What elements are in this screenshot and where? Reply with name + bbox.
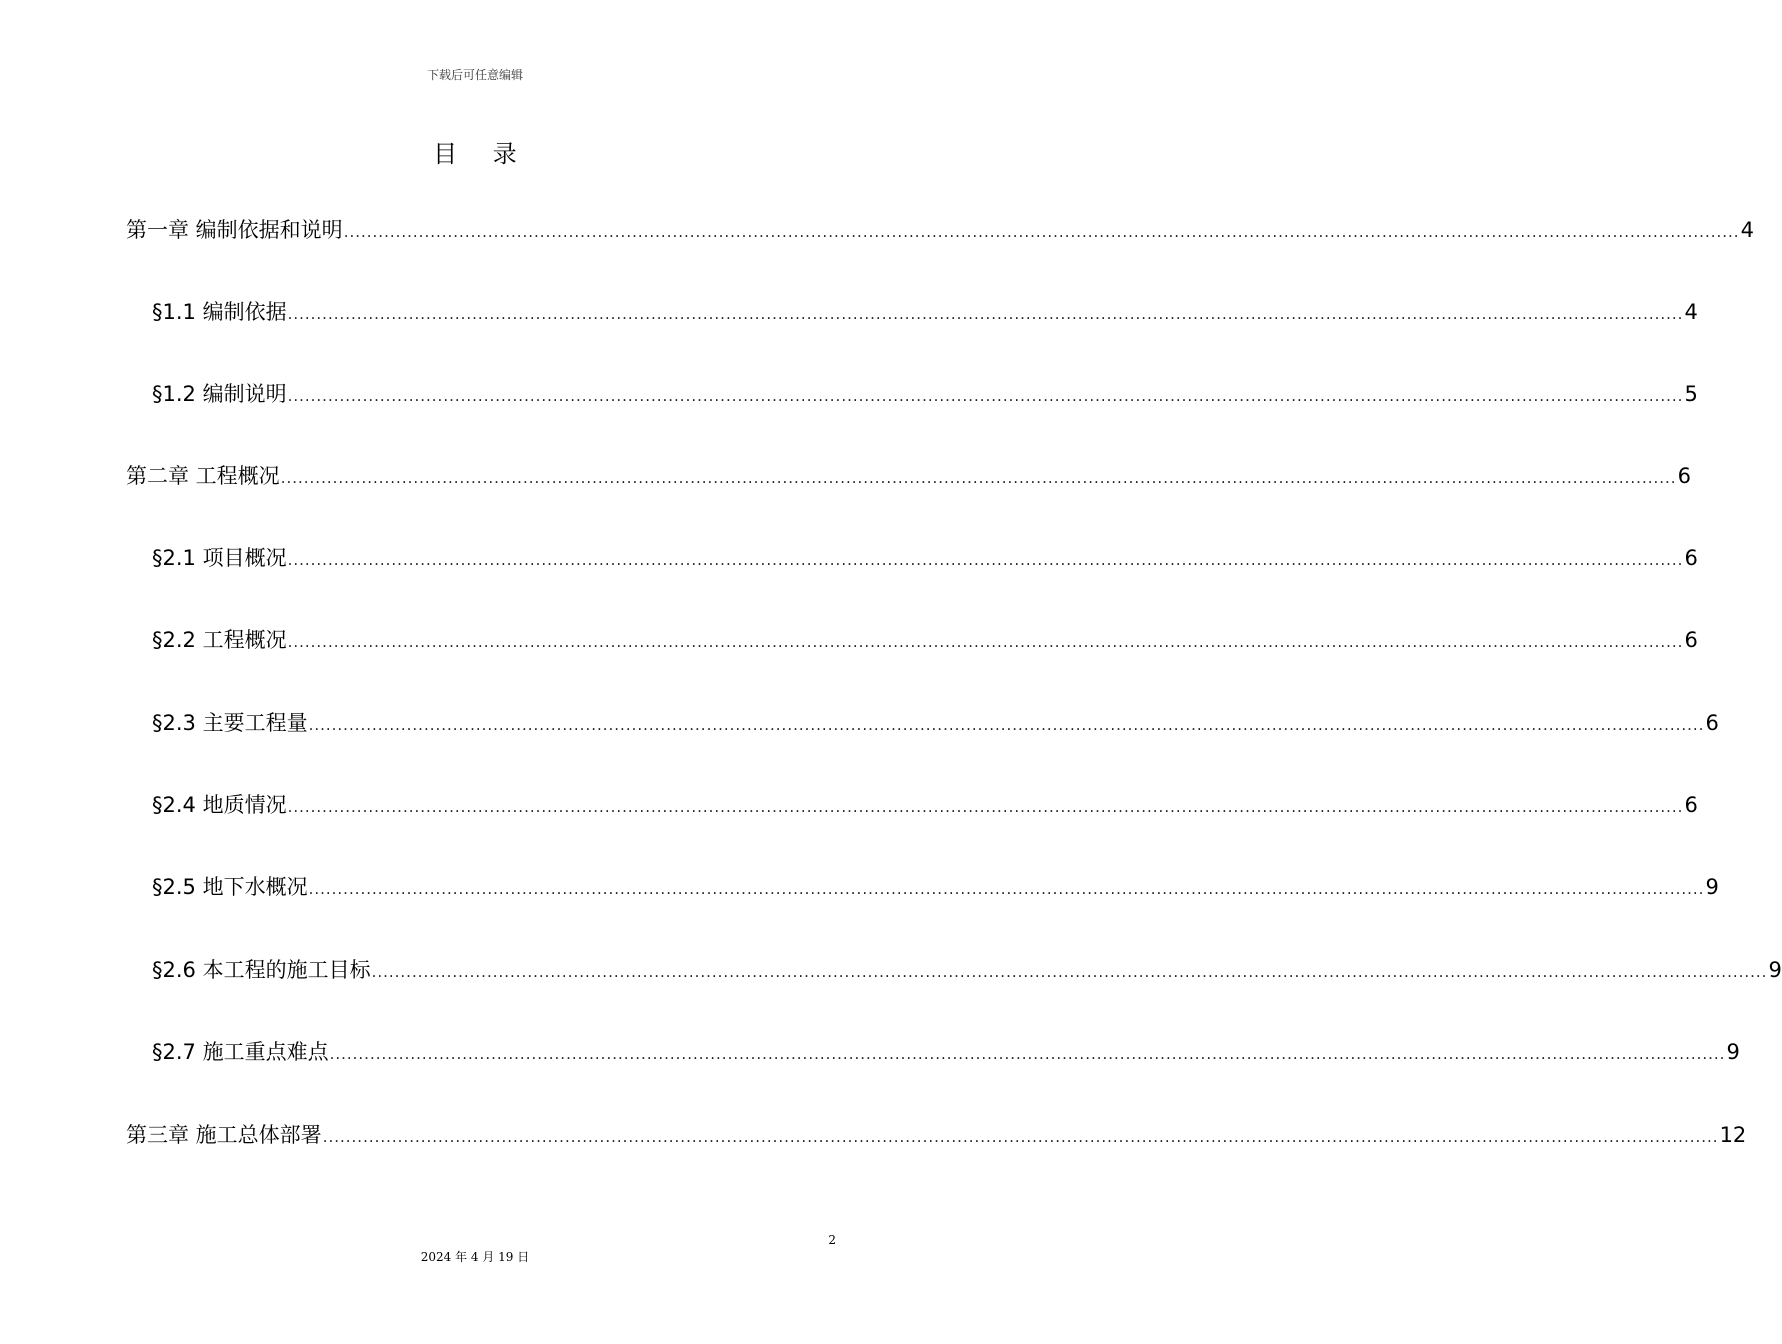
toc-entry-page: 9 <box>1705 875 1719 899</box>
toc-leader-dots: .................................................................................................................................................................................................................................................. <box>308 716 1705 734</box>
toc-entry-text: §1.1 编制依据 <box>152 300 287 324</box>
toc-entry-text: 第一章 编制依据和说明 <box>126 218 343 242</box>
toc-entry-text: §2.7 施工重点难点 <box>152 1040 329 1064</box>
toc-entry-section-2-3[interactable] <box>152 709 1719 737</box>
toc-entry-page: 9 <box>1726 1040 1740 1064</box>
toc-entry-chapter-2[interactable] <box>126 462 1691 490</box>
toc-entry-section-2-2[interactable] <box>152 626 1698 654</box>
toc-entry-text: §2.5 地下水概况 <box>152 875 308 899</box>
toc-entry-section-2-4[interactable] <box>152 791 1698 819</box>
toc-entry-page: 12 <box>1719 1123 1747 1147</box>
toc-leader-dots: .................................................................................................................................................................................................................................................. <box>287 633 1684 651</box>
toc-entry-text: §1.2 编制说明 <box>152 382 287 406</box>
toc-entry-text: 第三章 施工总体部署 <box>126 1123 322 1147</box>
toc-entry-page: 6 <box>1684 628 1698 652</box>
toc-entry-page: 4 <box>1740 218 1754 242</box>
toc-leader-dots: .................................................................................................................................................................................................................................................. <box>329 1045 1726 1063</box>
toc-leader-dots: .................................................................................................................................................................................................................................................. <box>287 305 1684 323</box>
toc-entry-section-2-1[interactable] <box>152 544 1698 572</box>
footer-date: 2024 年 4 月 19 日 <box>420 1250 530 1264</box>
toc-entry-text: §2.3 主要工程量 <box>152 711 308 735</box>
header-note: 下载后可任意编辑 <box>426 68 523 82</box>
toc-entry-text: §2.6 本工程的施工目标 <box>152 958 371 982</box>
toc-entry-text: §2.2 工程概况 <box>152 628 287 652</box>
toc-entry-page: 4 <box>1684 300 1698 324</box>
toc-entry-page: 5 <box>1684 382 1698 406</box>
toc-entry-chapter-3[interactable] <box>126 1121 1747 1149</box>
toc-leader-dots: .................................................................................................................................................................................................................................................. <box>308 880 1705 898</box>
toc-leader-dots: .................................................................................................................................................................................................................................................. <box>287 551 1684 569</box>
toc-entry-section-2-7[interactable] <box>152 1038 1740 1066</box>
toc-leader-dots: .................................................................................................................................................................................................................................................. <box>280 469 1677 487</box>
toc-leader-dots: .................................................................................................................................................................................................................................................. <box>371 963 1768 981</box>
toc-leader-dots: .................................................................................................................................................................................................................................................. <box>322 1128 1719 1146</box>
toc-entry-page: 6 <box>1684 546 1698 570</box>
page-number: 2 <box>828 1233 836 1247</box>
toc-entry-page: 6 <box>1677 464 1691 488</box>
toc-leader-dots: .................................................................................................................................................................................................................................................. <box>343 223 1740 241</box>
toc-entry-section-2-6[interactable] <box>152 956 1782 984</box>
toc-entry-chapter-1[interactable] <box>126 216 1754 244</box>
toc-entry-section-1-2[interactable] <box>152 380 1698 408</box>
toc-entry-text: 第二章 工程概况 <box>126 464 280 488</box>
toc-entry-text: §2.4 地质情况 <box>152 793 287 817</box>
toc-entry-text: §2.1 项目概况 <box>152 546 287 570</box>
toc-entry-page: 6 <box>1684 793 1698 817</box>
toc-entry-section-2-5[interactable] <box>152 873 1719 901</box>
toc-leader-dots: .................................................................................................................................................................................................................................................. <box>287 798 1684 816</box>
toc-entry-page: 6 <box>1705 711 1719 735</box>
toc-leader-dots: .................................................................................................................................................................................................................................................. <box>287 387 1684 405</box>
toc-entry-page: 9 <box>1768 958 1782 982</box>
toc-title: 目 录 <box>433 140 531 168</box>
toc-entry-section-1-1[interactable] <box>152 298 1698 326</box>
